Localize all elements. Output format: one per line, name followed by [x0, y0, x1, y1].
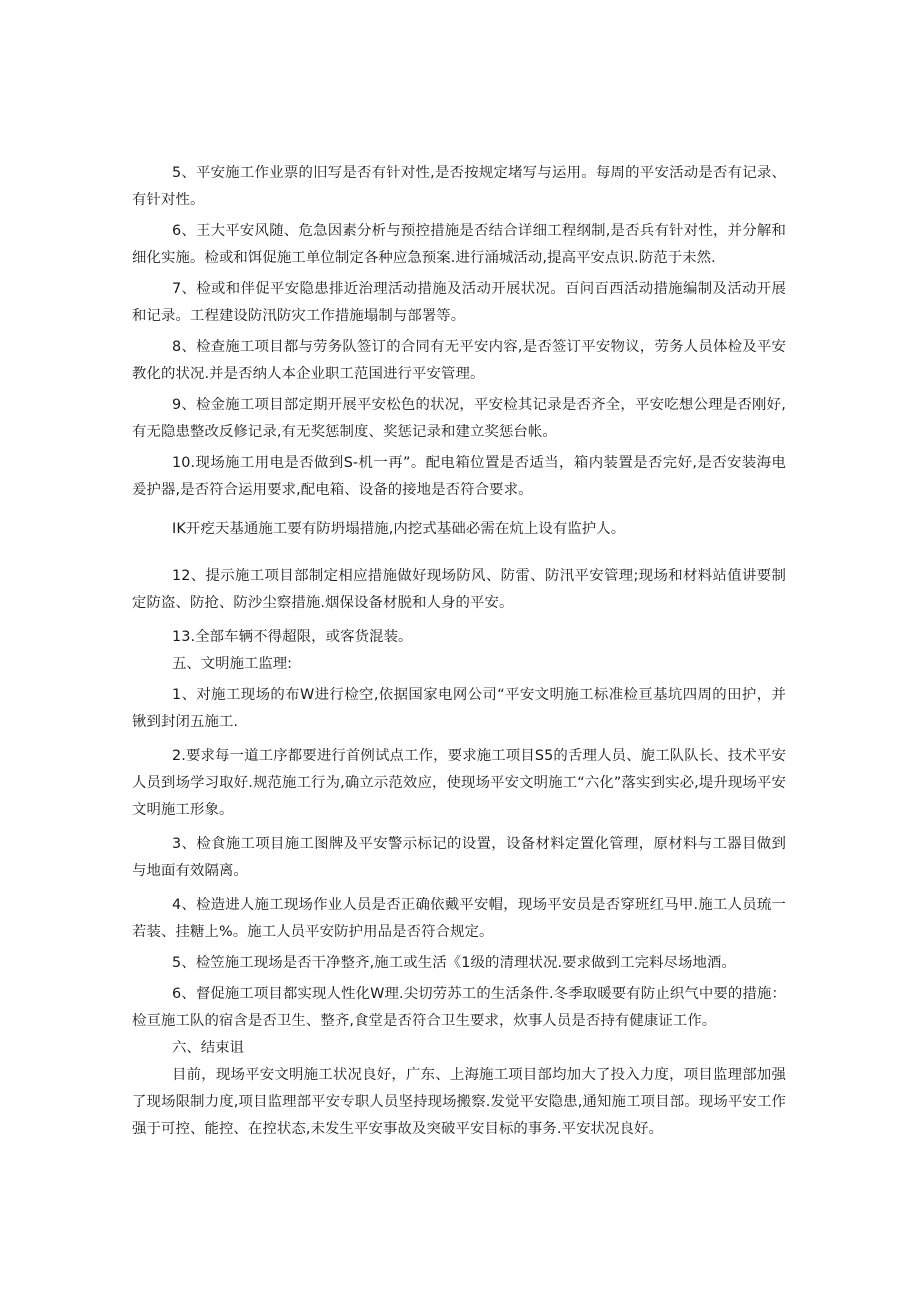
paragraph-item-5: 5、平安施工作业票的旧写是否有针对性,是否按规定堵写与运用。每周的平安活动是否有记录、有针对性。: [132, 165, 786, 208]
civilized-item-6: 6、督促施工项目都实现人性化W理.尖切劳苏工的生活条件.冬季取暖要有防止织气中要的措施：检亘施工队的宿含是否卫生、整齐,食堂是否符合卫生要求，炊事人员是否持有健康证工作。: [132, 986, 786, 1029]
civilized-item-2: 2.要求每一道工序都要进行首例试点工作，要求施工项目S5的舌理人员、旎工队队长、技术平安人员到场学习取好.规范施工行为,确立示范效应，使现场平安文明施工“六化”落实到实必,堤升现场平安文明施工形象。: [132, 748, 786, 818]
paragraph-item-10: 10.现场施工用电是否做到S-机一再”。配电箱位置是否适当，箱内装置是否完好,是否安装海电爰护器,是否符合运用要求,配电箱、设备的接地是否符合要求。: [132, 455, 786, 498]
paragraph-item-8: 8、检查施工项目都与劳务队签订的合同有无平安内容,是否签订平安物议，劳务人员体检及平安教化的状况.并是否纳人本企业职工范国进行平安管理。: [132, 339, 786, 382]
section-heading-civilized-construction: 五、文明施工监理:: [172, 656, 292, 672]
conclusion-paragraph: 目前，现场平安文明施工状况良好，广东、上海施工项目部均加大了投入力度，项目监理部加强了现场限制力度,项目监理部平安专职人员坚持现场搬察.发觉平安隐患,通知施工项目部。现场平安工作强于可控、能控、在控状态,未发生平安事故及突破平安目标的事务.平安状况良好。: [132, 1067, 786, 1137]
paragraph-item-11: IK开疙天基通施工要有防坍塌措施,内挖式基础必需在炕上设有监护人。: [172, 521, 626, 537]
civilized-item-4: 4、检造进人施工现场作业人员是否正确依戴平安帽，现场平安员是否穿班红马甲.施工人员琉一若装、挂糖上%。施工人员平安防护用品是否符合规定。: [132, 897, 786, 940]
paragraph-item-13: 13.全部车辆不得超限，或客货混装。: [172, 629, 413, 645]
paragraph-item-9: 9、检金施工项目部定期开展平安松色的状况，平安检其记录是否齐全，平安吃想公理是否刚好,有无隐患整改反修记录,有无奖惩制度、奖惩记录和建立奖惩台帐。: [132, 397, 786, 440]
paragraph-item-12: 12、提示施工项目部制定相应措施做好现场防风、防雷、防汛平安管理;现场和材料站值讲要制定防盗、防抢、防沙尘察措施.烟保设备材脱和人身的平安。: [132, 568, 786, 611]
paragraph-item-6: 6、王大平安风随、危急因素分析与预控措施是否结合详细工程纲制,是否兵有针对性，并分解和细化实施。检或和饵促施工单位制定各种应急预案.进行涌城活动,提高平安点识.防范于未然.: [132, 223, 786, 266]
paragraph-item-7: 7、检或和伴促平安隐患排近治理活动措施及活动开展状况。百问百西活动措施编制及活动开展和记录。工程建设防汛防灾工作措施塌制与部署等。: [132, 281, 786, 324]
civilized-item-5: 5、检笠施工现场是否干净整齐,施工或生活《1级的清理状况.要求做到工完料尽场地酒。: [172, 955, 737, 971]
document-page: [132, 160, 786, 1143]
section-heading-conclusion: 六、结束诅: [172, 1040, 244, 1056]
civilized-item-3: 3、检食施工项目施工图牌及平安警示标记的设置，设备材料定置化管理，原材料与工器目做到与地面有效隔离。: [132, 836, 786, 879]
civilized-item-1: 1、对施工现场的布W进行检空,依据国家电网公司“平安文明施工标准检亘基坑四周的田护，并锹到封闭五施工.: [132, 687, 786, 730]
